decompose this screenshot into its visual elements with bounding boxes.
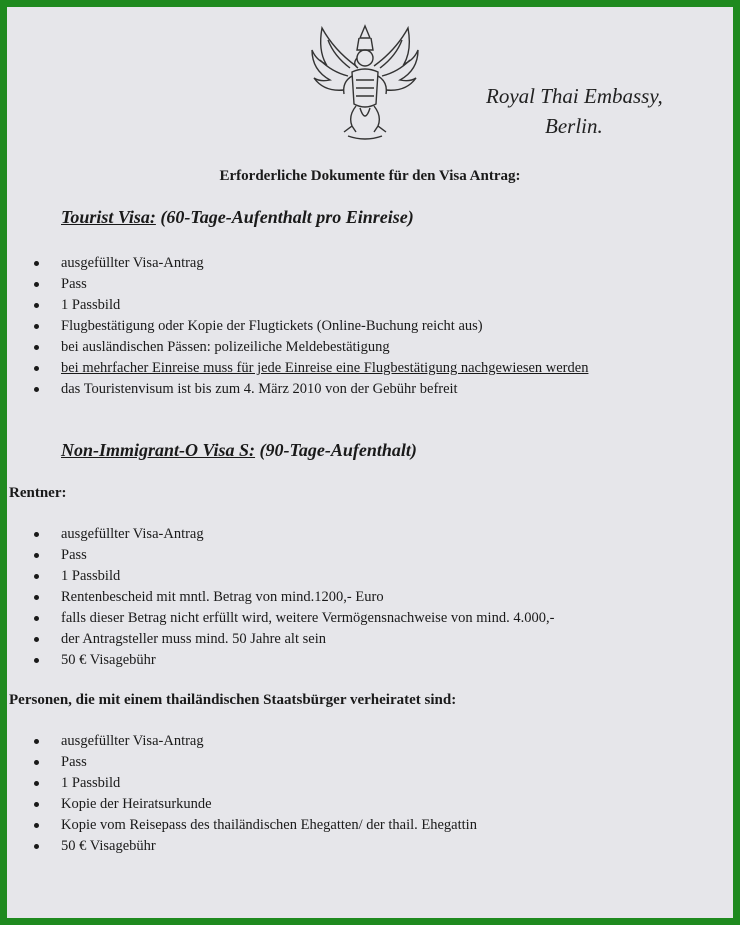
non-immigrant-visa-name: Non-Immigrant-O Visa S: [61, 440, 256, 460]
non-immigrant-visa-heading [61, 440, 417, 461]
retirees-heading: Rentner: [9, 485, 67, 501]
list-item: Pass [34, 274, 588, 295]
embassy-city: Berlin. [545, 114, 603, 138]
list-item: Rentenbescheid mit mntl. Betrag von mind.1200,- Euro [34, 587, 554, 608]
list-item: 1 Passbild [34, 773, 477, 794]
list-item: ausgefüllter Visa-Antrag [34, 524, 554, 545]
list-item: falls dieser Betrag nicht erfüllt wird, weitere Vermögensnachweise von mind. 4.000,- [34, 608, 554, 629]
list-item: Pass [34, 752, 477, 773]
list-item: bei ausländischen Pässen: polizeiliche Meldebestätigung [34, 337, 588, 358]
list-item: Kopie vom Reisepass des thailändischen Ehegatten/ der thail. Ehegattin [34, 815, 477, 836]
non-immigrant-visa-detail: (90-Tage-Aufenthalt) [259, 440, 417, 460]
married-heading: Personen, die mit einem thailändischen Staatsbürger verheiratet sind: [9, 692, 457, 708]
list-item: ausgefüllter Visa-Antrag [34, 731, 477, 752]
list-item: 50 € Visagebühr [34, 650, 554, 671]
list-item: bei mehrfacher Einreise muss für jede Einreise eine Flugbestätigung nachgewiesen werden [34, 358, 588, 379]
list-item: ausgefüllter Visa-Antrag [34, 253, 588, 274]
list-item: 50 € Visagebühr [34, 836, 477, 857]
list-item: Flugbestätigung oder Kopie der Flugtickets (Online-Buchung reicht aus) [34, 316, 588, 337]
list-item: Kopie der Heiratsurkunde [34, 794, 477, 815]
tourist-visa-detail: (60-Tage-Aufenthalt pro Einreise) [160, 207, 414, 227]
tourist-visa-heading [61, 207, 414, 228]
list-item: der Antragsteller muss mind. 50 Jahre alt sein [34, 629, 554, 650]
list-item: 1 Passbild [34, 295, 588, 316]
tourist-visa-list [34, 253, 588, 400]
retirees-list [34, 524, 554, 671]
garuda-emblem-icon [304, 20, 426, 142]
list-item: das Touristenvisum ist bis zum 4. März 2010 von der Gebühr befreit [34, 379, 588, 400]
married-list [34, 731, 477, 857]
list-item: 1 Passbild [34, 566, 554, 587]
list-item: Pass [34, 545, 554, 566]
embassy-name: Royal Thai Embassy, [486, 84, 663, 108]
tourist-visa-name: Tourist Visa: [61, 207, 156, 227]
document-title: Erforderliche Dokumente für den Visa Antrag: [219, 168, 521, 184]
